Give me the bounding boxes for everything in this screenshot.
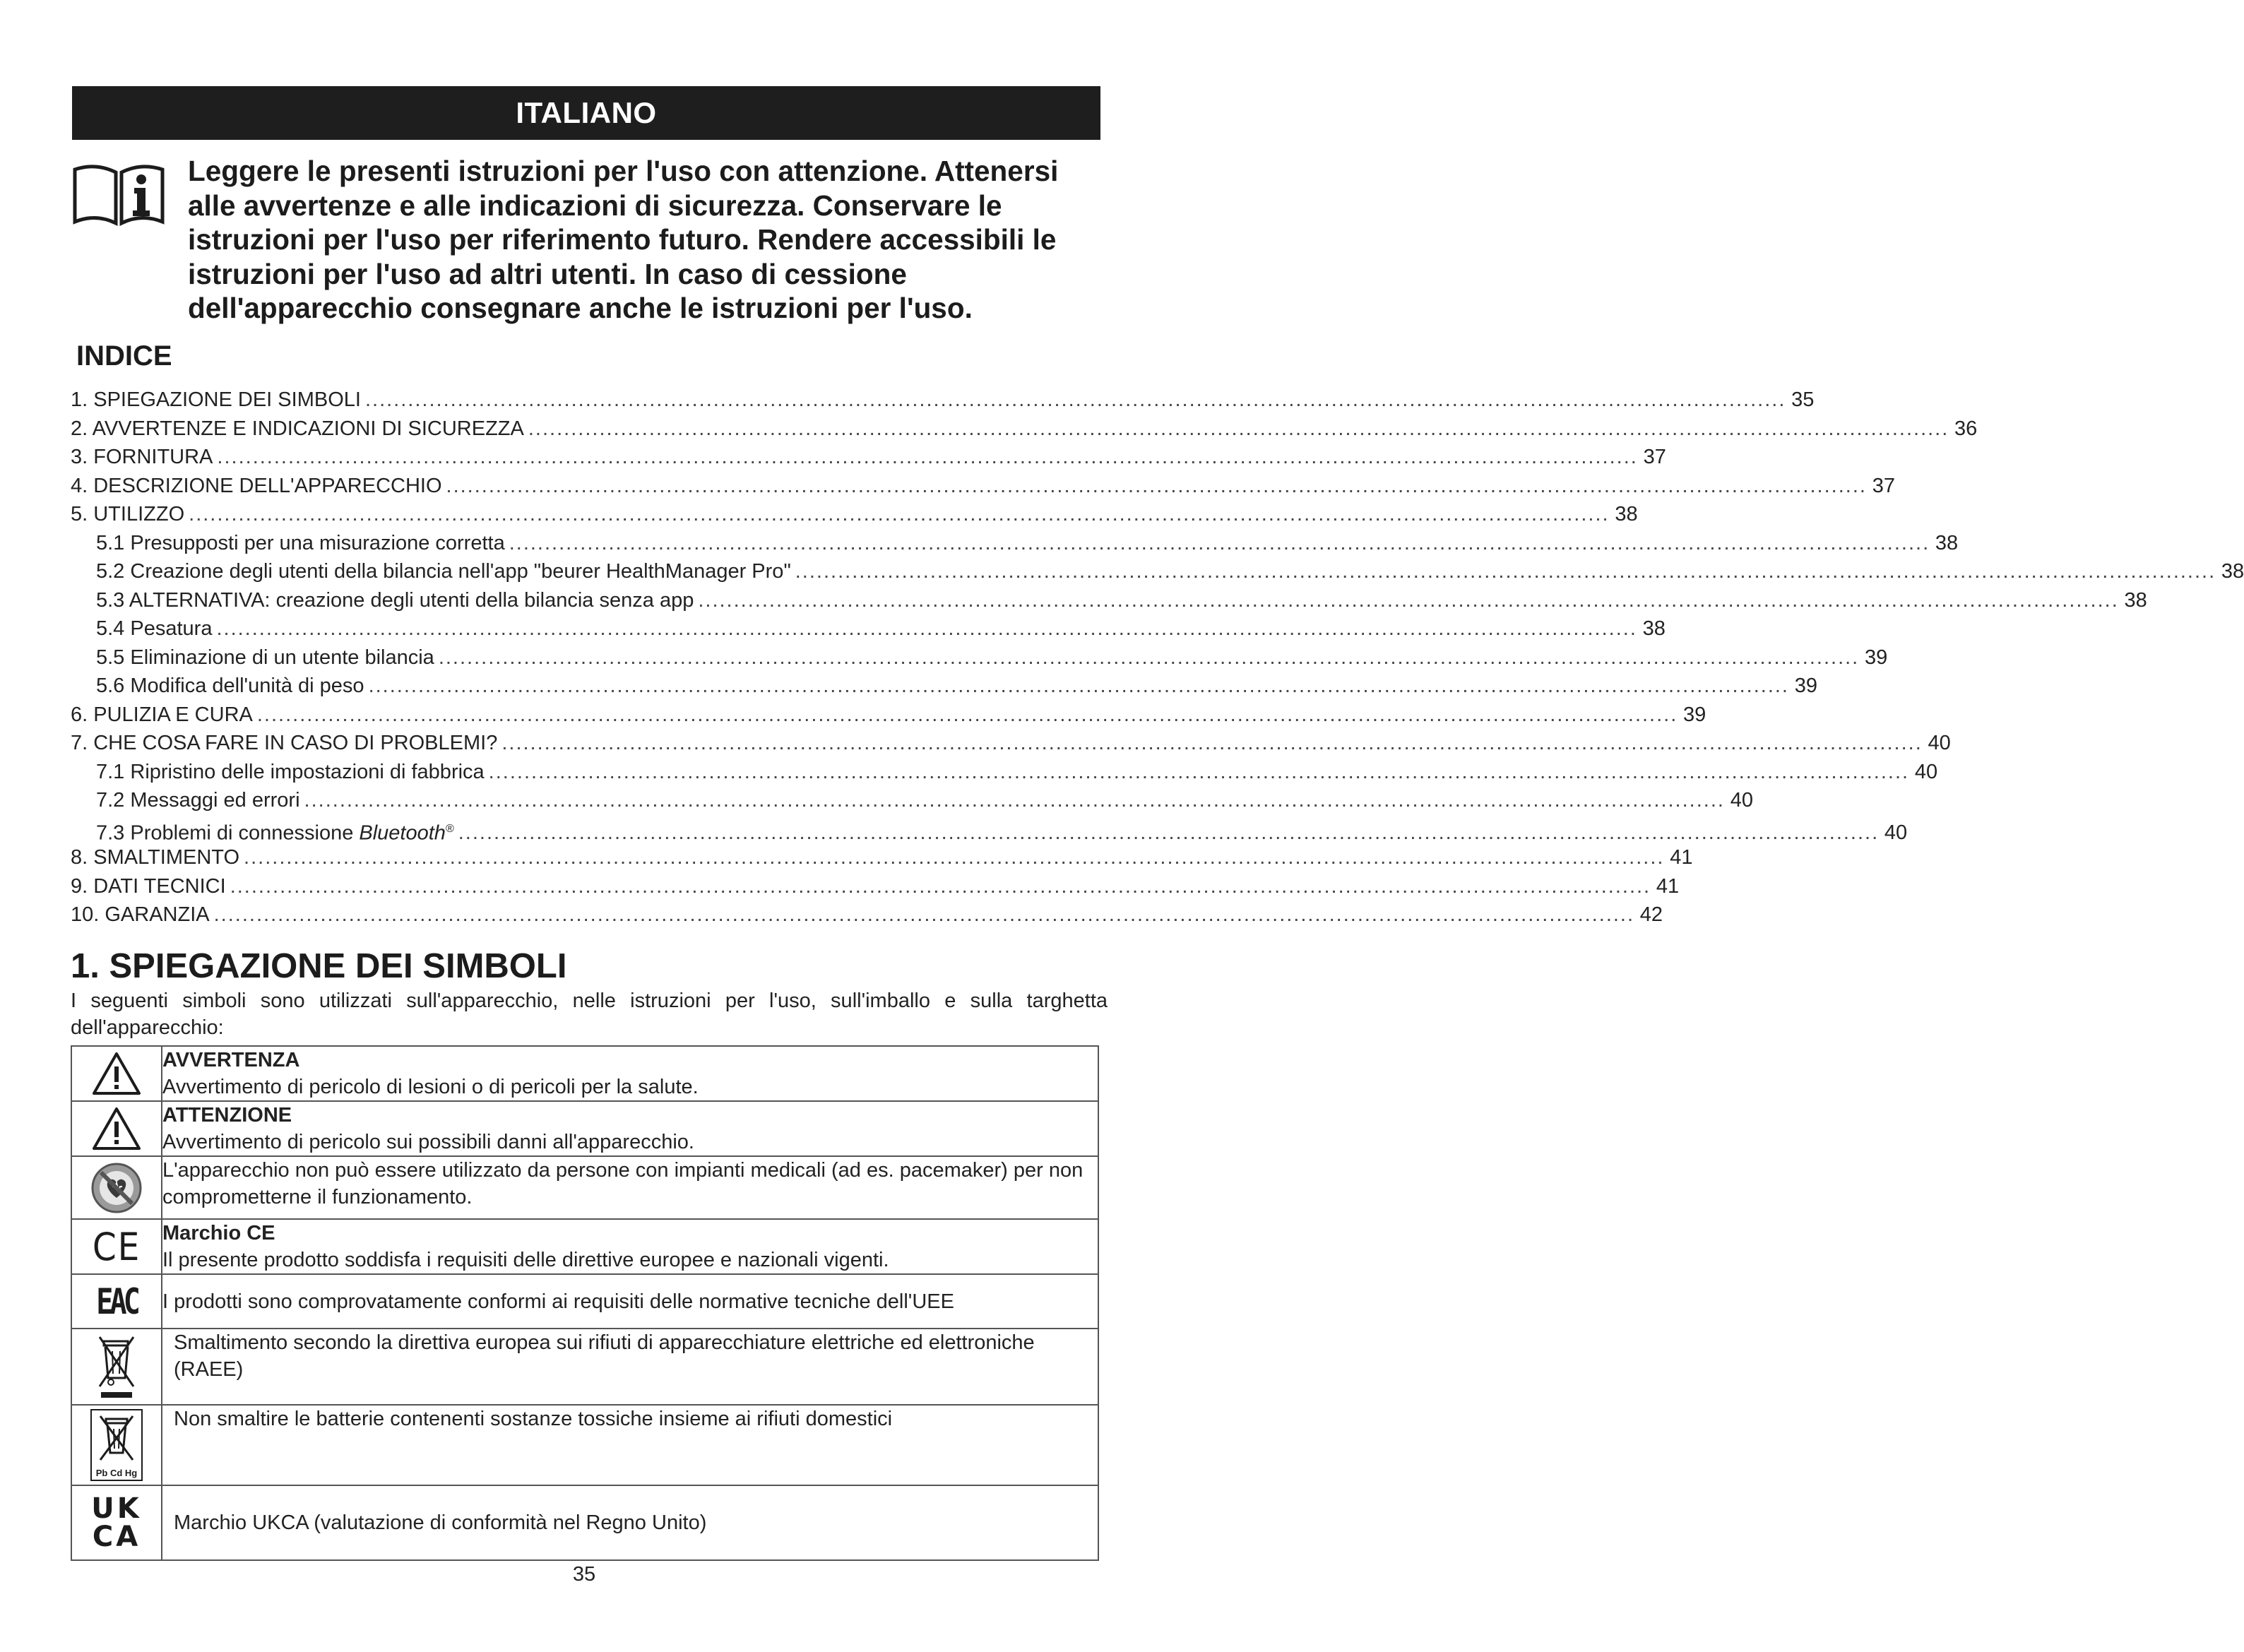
symbol-description: [162, 1156, 1098, 1219]
symbol-description: [162, 1274, 1098, 1329]
battery-bin-icon: [90, 1409, 143, 1481]
toc-leader: ........................................................................................................................................................................................................: [488, 760, 1910, 783]
index-title: INDICE: [76, 340, 172, 372]
toc-leader: ........................................................................................................................................................................................................: [368, 675, 1789, 697]
toc-item[interactable]: [71, 901, 1663, 929]
info-manual-icon: [71, 164, 167, 229]
toc-label: 8. SMALTIMENTO: [71, 846, 240, 869]
toc-page: 35: [1791, 388, 1815, 411]
symbol-text: Il presente prodotto soddisfa i requisiti delle direttive europee e nazionali vigenti.: [162, 1249, 889, 1271]
toc-label: 4. DESCRIZIONE DELL'APPARECCHIO: [71, 474, 442, 497]
toc-page: 40: [1914, 760, 1938, 783]
toc-subitem[interactable]: [71, 643, 1888, 672]
no-pacemaker-icon: [90, 1161, 143, 1215]
toc-leader: ........................................................................................................................................................................................................: [509, 531, 1930, 554]
toc-leader: ........................................................................................................................................................................................................: [458, 821, 1880, 845]
toc-item[interactable]: [71, 415, 1978, 444]
table-row: [71, 1329, 1098, 1405]
toc-subitem[interactable]: [71, 758, 1938, 787]
symbol-title: ATTENZIONE: [162, 1104, 292, 1127]
eac-mark-icon: EAC: [96, 1280, 137, 1322]
toc-page: 39: [1683, 703, 1706, 726]
table-row: [71, 1046, 1098, 1101]
toc-subitem[interactable]: [71, 529, 1959, 558]
symbol-description: [162, 1405, 1098, 1485]
toc-label-sup: ®: [445, 822, 454, 835]
toc-page: 42: [1639, 903, 1663, 926]
toc-subitem[interactable]: [71, 672, 1817, 701]
symbol-text: Avvertimento di pericolo di lesioni o di pericoli per la salute.: [162, 1076, 699, 1098]
symbol-title: AVVERTENZA: [162, 1049, 300, 1071]
symbol-text: Avvertimento di pericolo sui possibili danni all'apparecchio.: [162, 1131, 694, 1153]
symbol-text: L'apparecchio non può essere utilizzato da persone con impianti medicali (ad es. pacemaker) per non comprometterne il funzionamento.: [162, 1159, 1084, 1208]
table-row: [71, 1405, 1098, 1485]
toc-page: 41: [1670, 846, 1693, 869]
toc-page: 41: [1656, 874, 1680, 898]
toc-leader: ........................................................................................................................................................................................................: [189, 503, 1610, 525]
toc-page: 36: [1954, 417, 1978, 440]
table-row: [71, 1274, 1098, 1329]
toc-page: 38: [1935, 531, 1959, 554]
toc-subitem[interactable]: [71, 586, 2147, 615]
toc-leader: ........................................................................................................................................................................................................: [501, 732, 1923, 754]
symbol-description: [162, 1046, 1098, 1101]
language-header: ITALIANO: [72, 86, 1100, 140]
toc-label: [96, 815, 454, 848]
symbol-cell: [71, 1156, 162, 1219]
toc-page: 38: [2221, 560, 2244, 583]
toc-leader: ........................................................................................................................................................................................................: [304, 789, 1725, 812]
symbol-text: Smaltimento secondo la direttiva europea sui rifiuti di apparecchiature elettriche ed elettroniche (RAEE): [174, 1331, 1035, 1381]
table-row: [71, 1101, 1098, 1156]
toc-page: 40: [1730, 789, 1753, 812]
toc-label: 7.2 Messaggi ed errori: [96, 789, 300, 812]
page-number: 35: [572, 1563, 596, 1586]
toc-label: 9. DATI TECNICI: [71, 874, 226, 898]
table-row: [71, 1156, 1098, 1219]
symbol-description: [162, 1329, 1098, 1405]
crossed-bin-icon: [93, 1412, 140, 1464]
toc-item[interactable]: [71, 843, 1693, 872]
toc-label-text: 7.3 Problemi di connessione: [96, 821, 360, 845]
toc-page: 37: [1643, 446, 1666, 468]
toc-leader: ........................................................................................................................................................................................................: [213, 903, 1635, 926]
symbol-cell: [71, 1101, 162, 1156]
symbol-description: [162, 1101, 1098, 1156]
toc-label: 1. SPIEGAZIONE DEI SIMBOLI: [71, 388, 361, 411]
symbol-title: Marchio CE: [162, 1222, 275, 1244]
toc-page: 38: [2124, 588, 2147, 612]
toc-page: 37: [1872, 474, 1895, 497]
toc-leader: ........................................................................................................................................................................................................: [256, 703, 1678, 726]
toc-label: 5.5 Eliminazione di un utente bilancia: [96, 646, 434, 669]
toc-page: 39: [1794, 675, 1817, 697]
toc-label-italic: Bluetooth: [359, 821, 446, 845]
toc-item[interactable]: [71, 500, 1638, 529]
toc-page: 38: [1642, 617, 1666, 640]
toc-label: 5.3 ALTERNATIVA: creazione degli utenti della bilancia senza app: [96, 588, 694, 612]
toc-label: 5.6 Modifica dell'unità di peso: [96, 675, 364, 697]
toc-leader: ........................................................................................................................................................................................................: [438, 646, 1860, 669]
table-row: [71, 1219, 1098, 1274]
symbols-table: [71, 1045, 1099, 1561]
toc-leader: ........................................................................................................................................................................................................: [528, 417, 1949, 440]
toc-label: 5. UTILIZZO: [71, 503, 185, 525]
symbol-cell: [71, 1405, 162, 1485]
toc-leader: ........................................................................................................................................................................................................: [244, 846, 1665, 869]
toc-label: 5.2 Creazione degli utenti della bilancia nell'app "beurer HealthManager Pro": [96, 560, 791, 583]
toc-leader: ........................................................................................................................................................................................................: [698, 588, 2119, 612]
toc-item[interactable]: [71, 729, 1951, 758]
symbol-text: Non smaltire le batterie contenenti sostanze tossiche insieme ai rifiuti domestici: [174, 1408, 893, 1430]
toc-leader: ........................................................................................................................................................................................................: [446, 474, 1867, 497]
toc-leader: ........................................................................................................................................................................................................: [217, 446, 1638, 468]
symbol-text: I prodotti sono comprovatamente conformi ai requisiti delle normative tecniche dell'UEE: [162, 1290, 954, 1313]
toc-item[interactable]: [71, 701, 1706, 730]
toc-page: 38: [1615, 503, 1638, 525]
toc-item[interactable]: [71, 443, 1666, 472]
warning-triangle-icon: [92, 1051, 141, 1096]
toc-page: 39: [1864, 646, 1888, 669]
symbol-cell: [71, 1046, 162, 1101]
toc-leader: ........................................................................................................................................................................................................: [216, 617, 1637, 640]
toc-subitem[interactable]: [71, 786, 1753, 815]
section-heading: 1. SPIEGAZIONE DEI SIMBOLI: [71, 947, 567, 985]
toc-leader: ........................................................................................................................................................................................................: [795, 560, 2216, 583]
table-row: [71, 1485, 1098, 1560]
symbol-cell: [71, 1274, 162, 1329]
ukca-mark-line2: CA: [92, 1521, 141, 1553]
toc-item[interactable]: [71, 472, 1895, 501]
ukca-mark-line1: UK: [91, 1492, 142, 1525]
symbol-cell: [71, 1219, 162, 1274]
toc-subitem[interactable]: [71, 815, 1908, 845]
toc-item[interactable]: [71, 872, 1680, 901]
toc-leader: ........................................................................................................................................................................................................: [230, 874, 1651, 898]
toc-label: 10. GARANZIA: [71, 903, 210, 926]
toc-label: 5.1 Presupposti per una misurazione corretta: [96, 531, 505, 554]
toc-subitem[interactable]: [71, 557, 2244, 586]
toc-page: 40: [1884, 821, 1908, 845]
symbol-cell: [71, 1485, 162, 1560]
symbol-cell: [71, 1329, 162, 1405]
toc-page: 40: [1928, 732, 1951, 754]
ce-mark-icon: CE: [92, 1224, 141, 1269]
toc-item[interactable]: [71, 386, 1815, 415]
toc-label: 7.1 Ripristino delle impostazioni di fabbrica: [96, 760, 485, 783]
toc-leader: ........................................................................................................................................................................................................: [364, 388, 1786, 411]
caution-triangle-icon: [92, 1106, 141, 1151]
weee-bin-icon: [95, 1333, 138, 1401]
intro-text: Leggere le presenti istruzioni per l'uso con attenzione. Attenersi alle avvertenze e alle indicazioni di sicurezza. Conservare le istruzioni per l'uso per riferimento futuro. Rendere accessibili le istruzioni per l'uso ad altri utenti. In caso di cessione dell'apparecchio consegnare anche le istruzioni per l'uso.: [188, 155, 1059, 324]
symbol-text: Marchio UKCA (valutazione di conformità nel Regno Unito): [174, 1511, 707, 1534]
section-intro: I seguenti simboli sono utilizzati sull'apparecchio, nelle istruzioni per l'uso, sull'imballo e sulla targhetta dell'apparecchio:: [71, 990, 1108, 1039]
symbol-description: [162, 1485, 1098, 1560]
table-of-contents: [71, 386, 2244, 929]
toc-label: 7. CHE COSA FARE IN CASO DI PROBLEMI?: [71, 732, 498, 754]
toc-label: 5.4 Pesatura: [96, 617, 213, 640]
battery-label: Pb Cd Hg: [95, 1468, 138, 1478]
toc-label: 2. AVVERTENZE E INDICAZIONI DI SICUREZZA: [71, 417, 524, 440]
symbol-description: [162, 1219, 1098, 1274]
toc-label: 6. PULIZIA E CURA: [71, 703, 253, 726]
ukca-mark-icon: [72, 1494, 161, 1551]
toc-subitem[interactable]: [71, 614, 1666, 643]
toc-label: 3. FORNITURA: [71, 446, 213, 468]
